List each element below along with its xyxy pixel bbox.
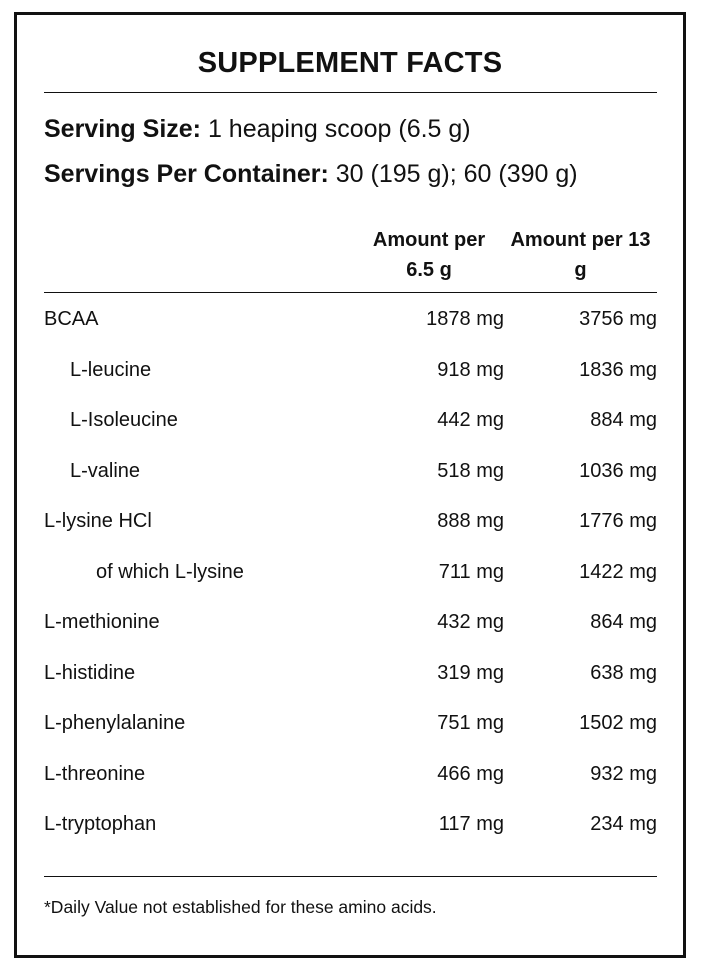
nutrient-name: L-phenylalanine (44, 712, 186, 734)
amount-per-serving: 918 mg (437, 358, 504, 381)
amount-per-double-serving: 234 mg (590, 813, 657, 835)
amount-per-double-serving: 1836 mg (579, 358, 657, 381)
title-divider (44, 92, 657, 93)
nutrient-name: L-threonine (44, 762, 146, 785)
serving-size (44, 115, 471, 144)
nutrient-name: L-leucine (70, 358, 152, 381)
amount-per-serving: 432 mg (437, 611, 504, 633)
nutrient-name: of which L-lysine (96, 560, 244, 583)
header-divider (44, 292, 657, 293)
table-row (44, 355, 657, 385)
servings-per-container (44, 160, 578, 189)
serving-size-label: Serving Size: (44, 115, 201, 143)
servings-per-container-value: 30 (195 g); 60 (390 g) (335, 160, 578, 188)
amount-per-serving: 319 mg (437, 661, 504, 684)
table-row (44, 456, 657, 486)
nutrient-name: L-tryptophan (44, 813, 157, 835)
table-row (44, 809, 657, 839)
column-header-per-double-serving: Amount per 13 g (510, 229, 651, 281)
amount-per-double-serving: 1776 mg (579, 510, 657, 532)
table-row (44, 405, 657, 435)
nutrient-name: L-methionine (44, 611, 160, 633)
amount-per-serving: 1878 mg (426, 308, 504, 330)
footer-divider (44, 876, 657, 877)
panel-title: SUPPLEMENT FACTS (197, 47, 503, 79)
nutrient-name: L-histidine (44, 661, 136, 684)
table-row (44, 506, 657, 536)
amount-per-double-serving: 1502 mg (579, 712, 657, 734)
table-row (44, 607, 657, 637)
table-row (44, 759, 657, 789)
amount-per-serving: 711 mg (438, 560, 504, 583)
amount-per-double-serving: 864 mg (590, 611, 657, 633)
amount-per-serving: 888 mg (437, 510, 504, 532)
amount-per-double-serving: 884 mg (590, 409, 657, 431)
table-row (44, 557, 657, 587)
table-row (44, 708, 657, 738)
table-row (44, 304, 657, 334)
amount-per-double-serving: 932 mg (590, 762, 657, 785)
amount-per-serving: 117 mg (438, 813, 504, 835)
servings-per-container-label: Servings Per Container: (44, 160, 329, 188)
amount-per-double-serving: 1422 mg (579, 560, 657, 583)
nutrient-name: BCAA (44, 308, 99, 330)
nutrient-name: L-lysine HCl (44, 510, 152, 532)
supplement-facts-panel (14, 12, 686, 958)
amount-per-serving: 442 mg (437, 409, 504, 431)
nutrient-name: L-valine (70, 459, 141, 482)
column-header-per-serving: Amount per 6.5 g (372, 229, 486, 281)
amount-per-serving: 518 mg (437, 459, 504, 482)
footnote: *Daily Value not established for these amino acids. (44, 897, 437, 917)
serving-size-value: 1 heaping scoop (6.5 g) (207, 115, 471, 143)
amount-per-double-serving: 3756 mg (579, 308, 657, 330)
nutrient-name: L-Isoleucine (70, 409, 178, 431)
amount-per-double-serving: 1036 mg (579, 459, 657, 482)
table-row (44, 658, 657, 688)
amount-per-serving: 466 mg (437, 762, 504, 785)
amount-per-serving: 751 mg (437, 712, 504, 734)
amount-per-double-serving: 638 mg (590, 661, 657, 684)
